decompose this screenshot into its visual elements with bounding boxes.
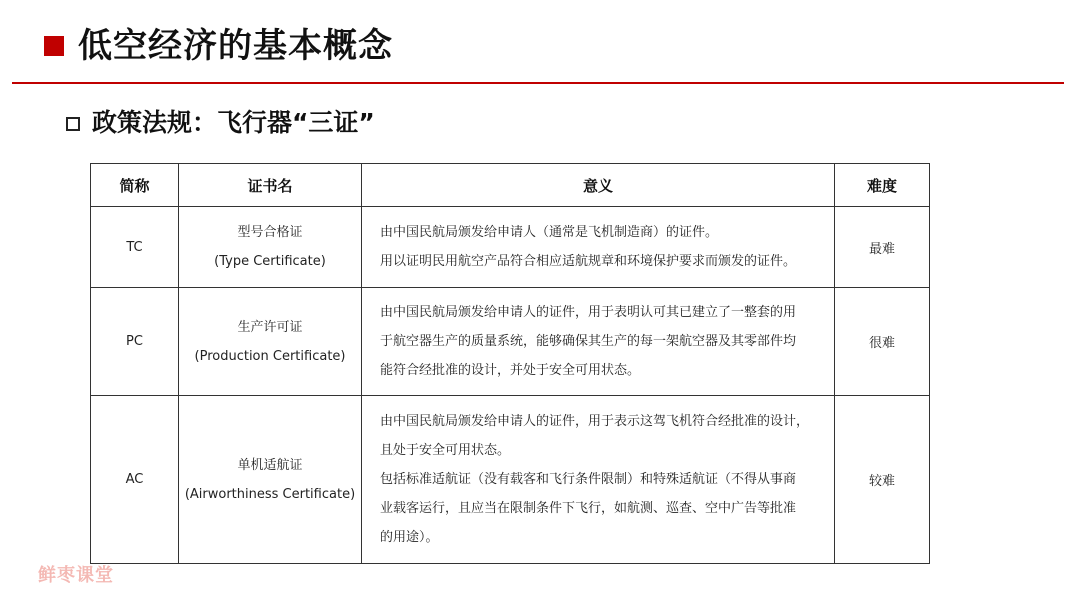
cert-name-cn: 单机适航证 xyxy=(237,457,303,473)
cert-name-en: (Airworthiness Certificate) xyxy=(184,486,356,502)
meaning-line: 包括标准适航证（没有载客和飞行条件限制）和特殊适航证（不得从事商 xyxy=(380,472,797,487)
cell-meaning xyxy=(362,396,835,564)
cell-name xyxy=(179,396,362,564)
cell-abbr: PC xyxy=(91,288,179,396)
meaning-line: 用以证明民用航空产品符合相应适航规章和环境保护要求而颁发的证件。 xyxy=(380,254,797,269)
meaning-line: 业载客运行，且应当在限制条件下飞行，如航测、巡查、空中广告等批准 xyxy=(380,501,797,516)
table-row xyxy=(91,396,930,564)
column-header-difficulty: 难度 xyxy=(835,164,930,207)
meaning-line: 由中国民航局颁发给申请人（通常是飞机制造商）的证件。 xyxy=(380,225,719,240)
cert-name-en: (Production Certificate) xyxy=(194,348,346,364)
table-row xyxy=(91,288,930,396)
cell-name xyxy=(179,207,362,288)
cell-difficulty: 较难 xyxy=(835,396,930,564)
meaning-line: 能符合经批准的设计，并处于安全可用状态。 xyxy=(380,363,641,378)
table-header-row xyxy=(91,164,930,207)
meaning-line: 且处于安全可用状态。 xyxy=(380,443,511,458)
page-title: 低空经济的基本概念 xyxy=(78,26,393,66)
cell-name xyxy=(179,288,362,396)
cell-abbr: AC xyxy=(91,396,179,564)
cell-difficulty: 很难 xyxy=(835,288,930,396)
cell-meaning xyxy=(362,288,835,396)
title-divider xyxy=(12,82,1064,84)
cell-abbr: TC xyxy=(91,207,179,288)
column-header-abbr: 简称 xyxy=(91,164,179,207)
cert-name-en: (Type Certificate) xyxy=(214,254,326,269)
cert-name-cn: 生产许可证 xyxy=(237,319,303,335)
column-header-name: 证书名 xyxy=(179,164,362,207)
certificate-table xyxy=(90,163,930,564)
meaning-line: 由中国民航局颁发给申请人的证件，用于表示这驾飞机符合经批准的设计， xyxy=(380,414,810,429)
column-header-meaning: 意义 xyxy=(362,164,835,207)
table-row xyxy=(91,207,930,288)
meaning-line: 的用途）。 xyxy=(380,530,439,545)
cell-difficulty: 最难 xyxy=(835,207,930,288)
cert-name-cn: 型号合格证 xyxy=(237,225,303,240)
meaning-line: 于航空器生产的质量系统，能够确保其生产的每一架航空器及其零部件均 xyxy=(380,334,797,349)
meaning-line: 由中国民航局颁发给申请人的证件，用于表明认可其已建立了一整套的用 xyxy=(380,305,797,320)
cell-meaning xyxy=(362,207,835,288)
bullet-square-icon xyxy=(66,117,80,131)
section-subtitle: 政策法规：飞行器“三证” xyxy=(92,108,375,137)
title-marker xyxy=(44,36,64,56)
watermark: 鲜枣课堂 xyxy=(38,565,114,586)
